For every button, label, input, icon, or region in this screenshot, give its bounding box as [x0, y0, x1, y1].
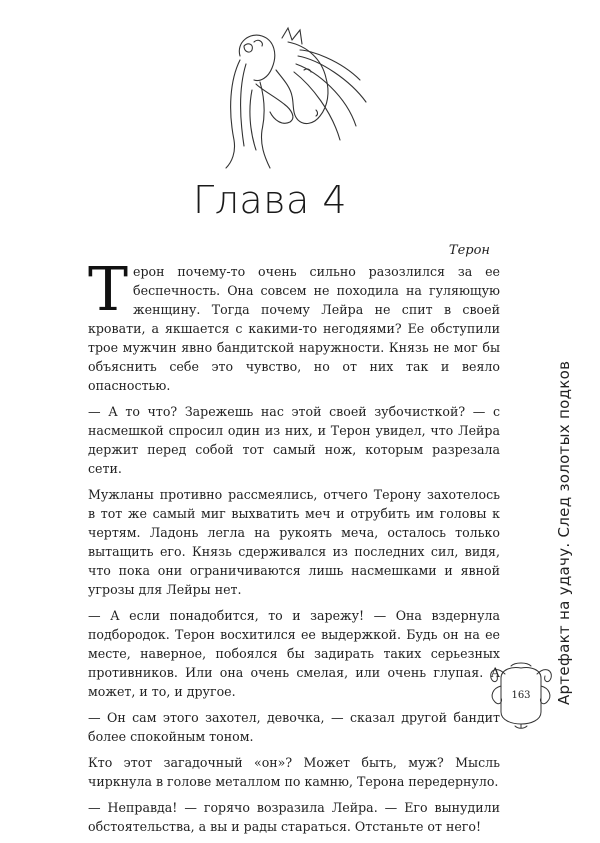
girl-and-horse-illustration	[200, 20, 370, 170]
paragraph: — Неправда! — горячо возразила Лейра. — Его вынудили обстоятельства, а вы и рады стараться. Отстаньте от него!	[88, 800, 500, 834]
paragraph: Мужланы противно рассмеялись, отчего Терону захотелось в тот же самый миг выхватить меч и отрубить им головы к чертям. Ладонь легла на рукоять меча, осталось только вытащить его. Князь сдерживался из последних сил, видя, что пока они ограничиваются лишь насмешками и явной угрозы для Лейры нет.	[88, 487, 500, 597]
body-text	[88, 255, 500, 843]
paragraph	[88, 255, 500, 395]
page-number: 163	[511, 690, 531, 701]
running-title: Артефакт на удачу. След золотых подков	[555, 360, 573, 705]
paragraph-text: ерон почему-то очень сильно разозлился за ее беспечность. Она совсем не походила на гуляющую женщину. Тогда почему Лейра не спит в своей кровати, а якшается с какими-то негодяями? Ее обступили трое мужчин явно бандитской наружности. Князь не мог бы объяснить себе это чувство, но от них так и веяло опасностью.	[88, 264, 500, 393]
paragraph: Кто этот загадочный «он»? Может быть, муж? Мысль чиркнула в голове металлом по камню, Терона передернуло.	[88, 755, 500, 789]
chapter-pov-character: Терон	[448, 243, 490, 258]
paragraph: — А то что? Зарежешь нас этой своей зубочисткой? — с насмешкой спросил один из них, и Терон увидел, что Лейра держит перед собой тот самый нож, которым разрезала сети.	[88, 404, 500, 476]
paragraph: — А если понадобится, то и зарежу! — Она вздернула подбородок. Терон восхитился ее выдержкой. Будь он на ее месте, наверное, побоялся бы задирать таких серьезных противников. Или она очень смелая, или очень глупая. А может, и то, и другое.	[88, 608, 500, 699]
paragraph: — Он сам этого захотел, девочка, — сказал другой бандит более спокойным тоном.	[88, 710, 500, 744]
chapter-title: Глава 4	[192, 178, 348, 222]
drop-cap: Т	[88, 255, 129, 325]
